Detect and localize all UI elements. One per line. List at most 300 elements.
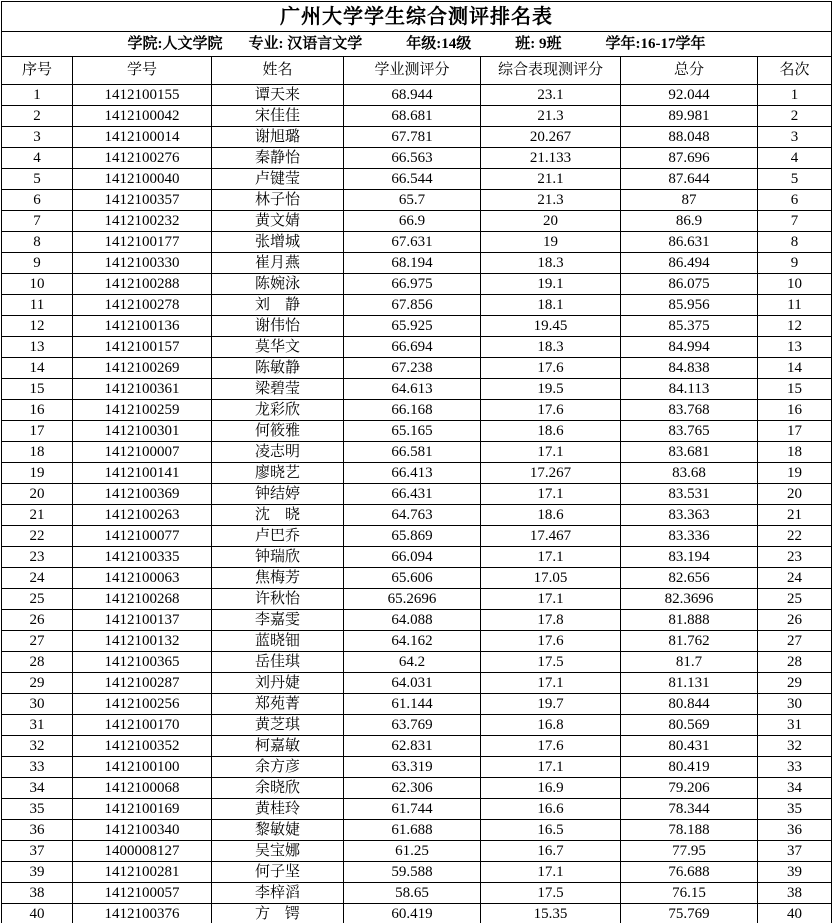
cell-total: 76.688 <box>621 862 758 883</box>
cell-total: 82.656 <box>621 568 758 589</box>
cell-conduct-score: 20.267 <box>481 127 621 148</box>
table-row <box>2 442 832 463</box>
table-row <box>2 820 832 841</box>
cell-index: 29 <box>2 673 73 694</box>
cell-academic-score: 65.606 <box>344 568 481 589</box>
cell-index: 25 <box>2 589 73 610</box>
cell-conduct-score: 17.6 <box>481 400 621 421</box>
table-row <box>2 841 832 862</box>
cell-student-id: 1412100155 <box>73 85 212 106</box>
ranking-table <box>1 1 832 923</box>
cell-student-id: 1412100269 <box>73 358 212 379</box>
cell-rank: 13 <box>758 337 832 358</box>
cell-index: 38 <box>2 883 73 904</box>
cell-index: 33 <box>2 757 73 778</box>
column-header-total: 总分 <box>621 57 758 85</box>
cell-index: 36 <box>2 820 73 841</box>
cell-academic-score: 66.094 <box>344 547 481 568</box>
cell-rank: 22 <box>758 526 832 547</box>
cell-name: 陈婉泳 <box>212 274 344 295</box>
table-row <box>2 883 832 904</box>
cell-total: 84.994 <box>621 337 758 358</box>
table-row <box>2 463 832 484</box>
cell-academic-score: 68.194 <box>344 253 481 274</box>
cell-conduct-score: 19.45 <box>481 316 621 337</box>
cell-conduct-score: 21.3 <box>481 106 621 127</box>
cell-academic-score: 66.431 <box>344 484 481 505</box>
cell-index: 10 <box>2 274 73 295</box>
meta-major: 专业: 汉语言文学 <box>248 35 363 52</box>
cell-student-id: 1412100288 <box>73 274 212 295</box>
cell-total: 84.113 <box>621 379 758 400</box>
cell-rank: 23 <box>758 547 832 568</box>
cell-student-id: 1412100301 <box>73 421 212 442</box>
table-row <box>2 568 832 589</box>
cell-academic-score: 65.165 <box>344 421 481 442</box>
cell-academic-score: 64.613 <box>344 379 481 400</box>
cell-student-id: 1412100259 <box>73 400 212 421</box>
cell-rank: 21 <box>758 505 832 526</box>
cell-total: 78.188 <box>621 820 758 841</box>
cell-rank: 29 <box>758 673 832 694</box>
cell-rank: 40 <box>758 904 832 923</box>
cell-index: 35 <box>2 799 73 820</box>
cell-name: 宋佳佳 <box>212 106 344 127</box>
cell-name: 柯嘉敏 <box>212 736 344 757</box>
cell-student-id: 1412100014 <box>73 127 212 148</box>
cell-rank: 31 <box>758 715 832 736</box>
table-row <box>2 610 832 631</box>
cell-conduct-score: 21.3 <box>481 190 621 211</box>
cell-conduct-score: 15.35 <box>481 904 621 923</box>
table-row <box>2 169 832 190</box>
cell-name: 刘 静 <box>212 295 344 316</box>
cell-rank: 24 <box>758 568 832 589</box>
cell-rank: 7 <box>758 211 832 232</box>
cell-conduct-score: 17.6 <box>481 358 621 379</box>
cell-student-id: 1412100136 <box>73 316 212 337</box>
table-row <box>2 505 832 526</box>
cell-academic-score: 66.694 <box>344 337 481 358</box>
cell-academic-score: 66.9 <box>344 211 481 232</box>
cell-conduct-score: 23.1 <box>481 85 621 106</box>
column-header-academic-score: 学业测评分 <box>344 57 481 85</box>
cell-total: 81.7 <box>621 652 758 673</box>
cell-student-id: 1412100340 <box>73 820 212 841</box>
cell-academic-score: 61.688 <box>344 820 481 841</box>
cell-name: 黄桂玲 <box>212 799 344 820</box>
meta-year: 学年:16-17学年 <box>605 35 706 52</box>
column-header-row <box>2 57 832 85</box>
cell-total: 84.838 <box>621 358 758 379</box>
cell-student-id: 1412100170 <box>73 715 212 736</box>
cell-name: 谭天来 <box>212 85 344 106</box>
cell-academic-score: 64.763 <box>344 505 481 526</box>
cell-student-id: 1412100137 <box>73 610 212 631</box>
cell-conduct-score: 17.5 <box>481 652 621 673</box>
cell-name: 林子怡 <box>212 190 344 211</box>
cell-total: 81.888 <box>621 610 758 631</box>
cell-student-id: 1412100141 <box>73 463 212 484</box>
table-row <box>2 799 832 820</box>
cell-academic-score: 63.769 <box>344 715 481 736</box>
cell-index: 34 <box>2 778 73 799</box>
table-row <box>2 253 832 274</box>
cell-total: 83.363 <box>621 505 758 526</box>
cell-conduct-score: 18.6 <box>481 505 621 526</box>
table-head-section <box>2 2 832 85</box>
table-row <box>2 211 832 232</box>
cell-index: 3 <box>2 127 73 148</box>
cell-student-id: 1412100077 <box>73 526 212 547</box>
cell-total: 92.044 <box>621 85 758 106</box>
cell-total: 75.769 <box>621 904 758 923</box>
cell-name: 陈敏静 <box>212 358 344 379</box>
cell-total: 86.075 <box>621 274 758 295</box>
table-row <box>2 316 832 337</box>
cell-academic-score: 63.319 <box>344 757 481 778</box>
table-row <box>2 148 832 169</box>
cell-conduct-score: 21.1 <box>481 169 621 190</box>
cell-conduct-score: 17.1 <box>481 589 621 610</box>
title-row <box>2 2 832 32</box>
table-row <box>2 232 832 253</box>
cell-rank: 11 <box>758 295 832 316</box>
cell-conduct-score: 18.6 <box>481 421 621 442</box>
cell-total: 89.981 <box>621 106 758 127</box>
cell-rank: 33 <box>758 757 832 778</box>
cell-academic-score: 66.168 <box>344 400 481 421</box>
cell-name: 李梓滔 <box>212 883 344 904</box>
table-row <box>2 736 832 757</box>
cell-student-id: 1412100287 <box>73 673 212 694</box>
cell-academic-score: 64.031 <box>344 673 481 694</box>
cell-academic-score: 66.563 <box>344 148 481 169</box>
table-row <box>2 274 832 295</box>
cell-name: 焦梅芳 <box>212 568 344 589</box>
cell-academic-score: 67.238 <box>344 358 481 379</box>
cell-student-id: 1412100100 <box>73 757 212 778</box>
cell-total: 83.68 <box>621 463 758 484</box>
table-row <box>2 694 832 715</box>
cell-index: 11 <box>2 295 73 316</box>
cell-rank: 19 <box>758 463 832 484</box>
cell-name: 岳佳琪 <box>212 652 344 673</box>
cell-total: 80.844 <box>621 694 758 715</box>
cell-rank: 38 <box>758 883 832 904</box>
cell-name: 莫华文 <box>212 337 344 358</box>
cell-student-id: 1412100040 <box>73 169 212 190</box>
cell-name: 黄文婧 <box>212 211 344 232</box>
cell-index: 16 <box>2 400 73 421</box>
cell-student-id: 1412100268 <box>73 589 212 610</box>
cell-student-id: 1412100042 <box>73 106 212 127</box>
cell-rank: 15 <box>758 379 832 400</box>
cell-conduct-score: 18.1 <box>481 295 621 316</box>
cell-conduct-score: 19.1 <box>481 274 621 295</box>
cell-conduct-score: 17.1 <box>481 442 621 463</box>
cell-rank: 36 <box>758 820 832 841</box>
table-row <box>2 547 832 568</box>
cell-academic-score: 66.544 <box>344 169 481 190</box>
cell-student-id: 1412100352 <box>73 736 212 757</box>
cell-total: 80.431 <box>621 736 758 757</box>
cell-rank: 1 <box>758 85 832 106</box>
cell-index: 28 <box>2 652 73 673</box>
cell-name: 方 锷 <box>212 904 344 923</box>
cell-rank: 8 <box>758 232 832 253</box>
cell-academic-score: 66.975 <box>344 274 481 295</box>
cell-total: 85.375 <box>621 316 758 337</box>
cell-index: 40 <box>2 904 73 923</box>
cell-conduct-score: 19.5 <box>481 379 621 400</box>
cell-rank: 30 <box>758 694 832 715</box>
table-row <box>2 379 832 400</box>
meta-college: 学院:人文学院 <box>127 35 223 52</box>
cell-name: 谢伟怡 <box>212 316 344 337</box>
cell-academic-score: 64.162 <box>344 631 481 652</box>
cell-index: 1 <box>2 85 73 106</box>
cell-index: 13 <box>2 337 73 358</box>
cell-conduct-score: 17.1 <box>481 862 621 883</box>
table-row <box>2 526 832 547</box>
cell-rank: 9 <box>758 253 832 274</box>
cell-total: 87.696 <box>621 148 758 169</box>
cell-academic-score: 68.681 <box>344 106 481 127</box>
cell-index: 21 <box>2 505 73 526</box>
cell-conduct-score: 19 <box>481 232 621 253</box>
cell-student-id: 1412100063 <box>73 568 212 589</box>
cell-index: 23 <box>2 547 73 568</box>
column-header-student-id: 学号 <box>73 57 212 85</box>
cell-conduct-score: 17.1 <box>481 484 621 505</box>
cell-conduct-score: 20 <box>481 211 621 232</box>
cell-academic-score: 64.2 <box>344 652 481 673</box>
table-row <box>2 106 832 127</box>
cell-total: 86.9 <box>621 211 758 232</box>
cell-rank: 39 <box>758 862 832 883</box>
cell-index: 9 <box>2 253 73 274</box>
column-header-rank: 名次 <box>758 57 832 85</box>
table-row <box>2 652 832 673</box>
cell-student-id: 1412100335 <box>73 547 212 568</box>
cell-name: 刘丹婕 <box>212 673 344 694</box>
table-row <box>2 85 832 106</box>
cell-index: 27 <box>2 631 73 652</box>
cell-name: 凌志明 <box>212 442 344 463</box>
cell-total: 80.569 <box>621 715 758 736</box>
cell-index: 4 <box>2 148 73 169</box>
cell-conduct-score: 17.6 <box>481 631 621 652</box>
cell-name: 蓝晓钿 <box>212 631 344 652</box>
cell-conduct-score: 17.267 <box>481 463 621 484</box>
table-row <box>2 862 832 883</box>
cell-name: 李嘉雯 <box>212 610 344 631</box>
cell-student-id: 1412100177 <box>73 232 212 253</box>
cell-conduct-score: 17.05 <box>481 568 621 589</box>
cell-total: 78.344 <box>621 799 758 820</box>
cell-name: 谢旭璐 <box>212 127 344 148</box>
cell-student-id: 1412100281 <box>73 862 212 883</box>
cell-student-id: 1412100330 <box>73 253 212 274</box>
cell-index: 7 <box>2 211 73 232</box>
cell-academic-score: 66.413 <box>344 463 481 484</box>
cell-total: 83.336 <box>621 526 758 547</box>
cell-academic-score: 66.581 <box>344 442 481 463</box>
cell-name: 黎敏婕 <box>212 820 344 841</box>
cell-rank: 18 <box>758 442 832 463</box>
cell-rank: 34 <box>758 778 832 799</box>
cell-rank: 25 <box>758 589 832 610</box>
cell-total: 83.765 <box>621 421 758 442</box>
cell-name: 钟瑞欣 <box>212 547 344 568</box>
cell-rank: 26 <box>758 610 832 631</box>
cell-rank: 2 <box>758 106 832 127</box>
cell-academic-score: 65.869 <box>344 526 481 547</box>
cell-rank: 10 <box>758 274 832 295</box>
cell-index: 6 <box>2 190 73 211</box>
cell-name: 张增城 <box>212 232 344 253</box>
cell-conduct-score: 17.1 <box>481 547 621 568</box>
table-row <box>2 358 832 379</box>
cell-index: 26 <box>2 610 73 631</box>
cell-rank: 3 <box>758 127 832 148</box>
table-row <box>2 421 832 442</box>
cell-name: 余方彦 <box>212 757 344 778</box>
cell-name: 何筱雅 <box>212 421 344 442</box>
cell-total: 76.15 <box>621 883 758 904</box>
cell-conduct-score: 21.133 <box>481 148 621 169</box>
cell-student-id: 1412100057 <box>73 883 212 904</box>
cell-total: 83.531 <box>621 484 758 505</box>
cell-conduct-score: 19.7 <box>481 694 621 715</box>
cell-academic-score: 65.2696 <box>344 589 481 610</box>
cell-name: 梁碧莹 <box>212 379 344 400</box>
table-body <box>2 85 832 923</box>
cell-index: 18 <box>2 442 73 463</box>
table-row <box>2 127 832 148</box>
cell-name: 吴宝娜 <box>212 841 344 862</box>
cell-student-id: 1412100357 <box>73 190 212 211</box>
cell-rank: 27 <box>758 631 832 652</box>
cell-total: 87.644 <box>621 169 758 190</box>
cell-name: 何子坚 <box>212 862 344 883</box>
cell-academic-score: 65.7 <box>344 190 481 211</box>
cell-academic-score: 62.306 <box>344 778 481 799</box>
cell-rank: 14 <box>758 358 832 379</box>
page-title: 广州大学学生综合测评排名表 <box>2 2 832 32</box>
meta-line <box>2 37 831 52</box>
table-row <box>2 589 832 610</box>
cell-index: 32 <box>2 736 73 757</box>
cell-student-id: 1412100263 <box>73 505 212 526</box>
table-row <box>2 715 832 736</box>
cell-total: 88.048 <box>621 127 758 148</box>
cell-academic-score: 65.925 <box>344 316 481 337</box>
cell-total: 86.494 <box>621 253 758 274</box>
cell-index: 20 <box>2 484 73 505</box>
cell-student-id: 1412100169 <box>73 799 212 820</box>
cell-conduct-score: 16.9 <box>481 778 621 799</box>
cell-conduct-score: 18.3 <box>481 337 621 358</box>
cell-academic-score: 61.144 <box>344 694 481 715</box>
table-row <box>2 778 832 799</box>
table-row <box>2 190 832 211</box>
column-header-index: 序号 <box>2 57 73 85</box>
cell-index: 5 <box>2 169 73 190</box>
cell-academic-score: 67.856 <box>344 295 481 316</box>
cell-index: 2 <box>2 106 73 127</box>
cell-conduct-score: 17.1 <box>481 757 621 778</box>
table-row <box>2 673 832 694</box>
cell-index: 39 <box>2 862 73 883</box>
cell-index: 14 <box>2 358 73 379</box>
table-row <box>2 337 832 358</box>
cell-conduct-score: 16.7 <box>481 841 621 862</box>
cell-index: 17 <box>2 421 73 442</box>
cell-conduct-score: 17.5 <box>481 883 621 904</box>
cell-index: 37 <box>2 841 73 862</box>
table-row <box>2 295 832 316</box>
cell-name: 秦静怡 <box>212 148 344 169</box>
meta-row <box>2 32 832 57</box>
cell-conduct-score: 17.6 <box>481 736 621 757</box>
cell-student-id: 1412100365 <box>73 652 212 673</box>
cell-rank: 12 <box>758 316 832 337</box>
cell-academic-score: 68.944 <box>344 85 481 106</box>
cell-academic-score: 59.588 <box>344 862 481 883</box>
cell-index: 15 <box>2 379 73 400</box>
cell-rank: 32 <box>758 736 832 757</box>
meta-class: 班: 9班 <box>515 35 562 52</box>
cell-rank: 28 <box>758 652 832 673</box>
cell-academic-score: 67.781 <box>344 127 481 148</box>
cell-conduct-score: 17.8 <box>481 610 621 631</box>
cell-total: 81.762 <box>621 631 758 652</box>
cell-name: 卢巴乔 <box>212 526 344 547</box>
cell-student-id: 1412100068 <box>73 778 212 799</box>
cell-name: 龙彩欣 <box>212 400 344 421</box>
cell-conduct-score: 18.3 <box>481 253 621 274</box>
table-row <box>2 757 832 778</box>
cell-rank: 20 <box>758 484 832 505</box>
cell-name: 廖晓艺 <box>212 463 344 484</box>
table-row <box>2 631 832 652</box>
cell-index: 12 <box>2 316 73 337</box>
cell-total: 79.206 <box>621 778 758 799</box>
cell-rank: 6 <box>758 190 832 211</box>
cell-student-id: 1412100132 <box>73 631 212 652</box>
cell-total: 77.95 <box>621 841 758 862</box>
cell-name: 沈 晓 <box>212 505 344 526</box>
table-row <box>2 484 832 505</box>
cell-index: 31 <box>2 715 73 736</box>
cell-student-id: 1412100376 <box>73 904 212 923</box>
cell-student-id: 1412100369 <box>73 484 212 505</box>
cell-name: 崔月燕 <box>212 253 344 274</box>
cell-rank: 5 <box>758 169 832 190</box>
cell-student-id: 1412100007 <box>73 442 212 463</box>
cell-rank: 37 <box>758 841 832 862</box>
cell-index: 8 <box>2 232 73 253</box>
cell-conduct-score: 17.1 <box>481 673 621 694</box>
table-row <box>2 400 832 421</box>
cell-student-id: 1412100256 <box>73 694 212 715</box>
cell-total: 82.3696 <box>621 589 758 610</box>
cell-academic-score: 61.25 <box>344 841 481 862</box>
column-header-name: 姓名 <box>212 57 344 85</box>
cell-total: 80.419 <box>621 757 758 778</box>
